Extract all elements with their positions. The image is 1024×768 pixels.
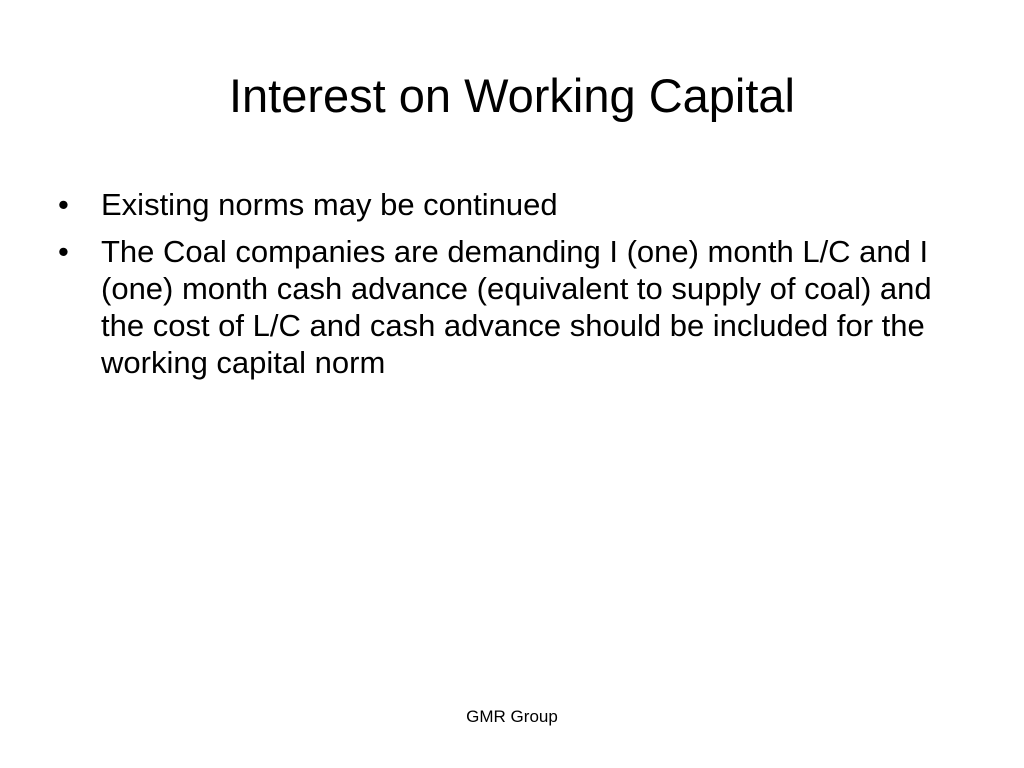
bullet-item: [58, 186, 958, 223]
bullet-text: Existing norms may be continued: [101, 187, 558, 222]
bullet-item: [58, 233, 958, 381]
slide-title: Interest on Working Capital: [228, 69, 796, 122]
bullet-dot-icon: •: [58, 187, 69, 222]
slide-footer: GMR Group: [466, 707, 558, 726]
bullet-text: The Coal companies are demanding I (one) month L/C and I (one) month cash advance (equivalent to supply of coal) and the cost of L/C and cash advance should be included for the working capital norm: [101, 234, 932, 380]
bullet-list: [58, 186, 958, 391]
bullet-dot-icon: •: [58, 234, 69, 269]
